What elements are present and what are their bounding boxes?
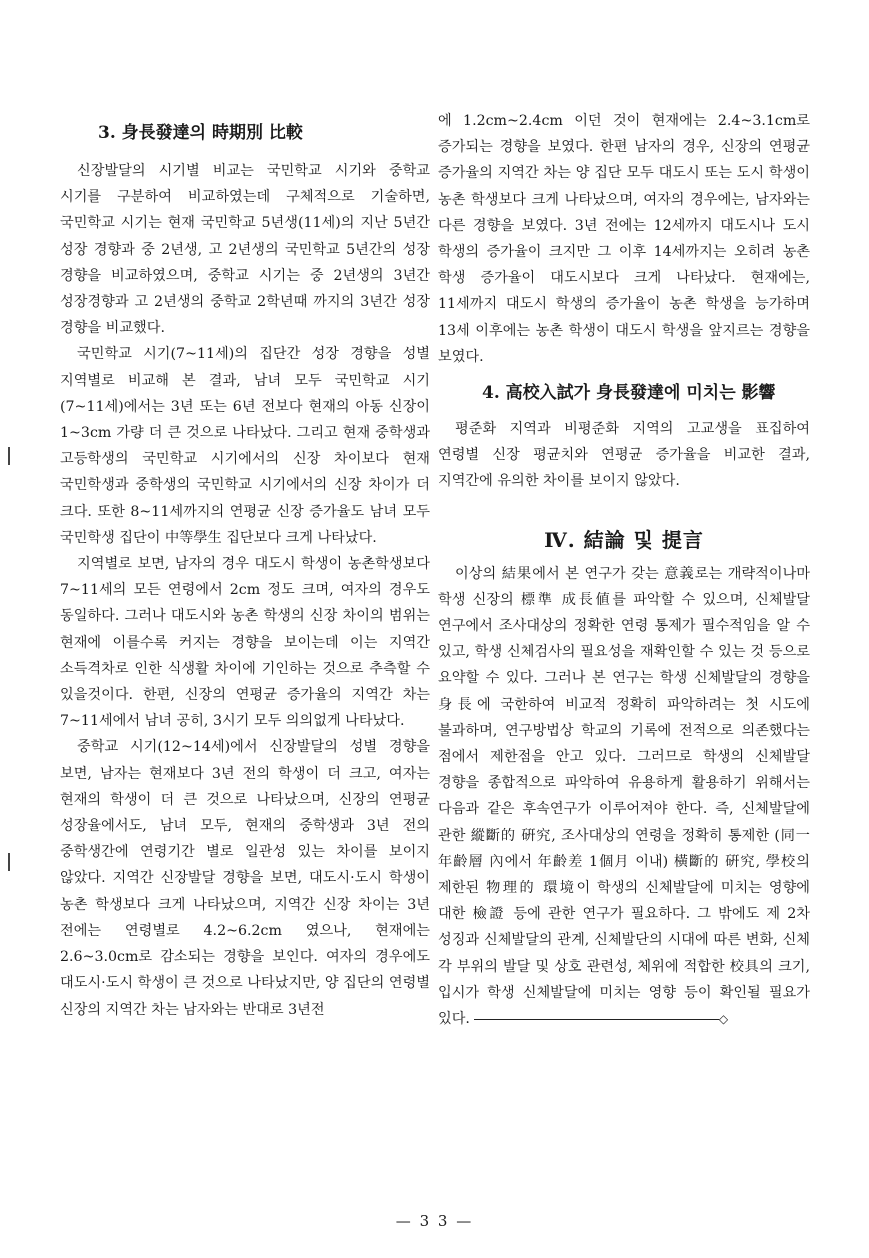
scan-edge-mark bbox=[8, 853, 10, 871]
left-column bbox=[60, 120, 430, 1023]
end-diamond-icon: ◇ bbox=[718, 1012, 729, 1027]
conclusion-text: 이상의 結果에서 본 연구가 갖는 意義로는 개략적이나마 학생 신장의 標準 成長値를 파악할 수 있으며, 신체발달 연구에서 조사대상의 정확한 연령 통제가 필수적임을 알 수 있고, 학생 신체검사의 필요성을 재확인할 수 있는 것 등으로 요약할 수 있다. 그러나 본 연구는 학생 신체발달의 경향을 身長에 국한하여 비교적 정확히 파악하려는 첫 시도에 불과하며, 연구방법상 학교의 기록에 전적으로 의존했다는 점에서 제한점을 안고 있다. 그러므로 학생의 신체발달 경향을 종합적으로 파악하여 유용하게 활용하기 위해서는 다음과 같은 후속연구가 이루어져야 한다. 즉, 신체발달에 관한 縱斷的 硏究, 조사대상의 연령을 정확히 통제한 (同一 年齡層 內에서 年齡差 1個月 이내) 橫斷的 硏究, 學校의 제한된 物理的 環境이 학생의 신체발달에 미치는 영향에 대한 檢證 등에 관한 연구가 필요하다. 그 밖에도 제 2차 성징과 신체발달의 관계, 신체발단의 시대에 따른 변화, 신체 각 부위의 발달 및 상호 관련성, 체위에 적합한 校具의 크기, 입시가 학생 신체발달에 미치는 영향 등이 확인될 필요가 있다. bbox=[438, 565, 810, 1028]
page-number: — 3 3 — bbox=[395, 1212, 474, 1230]
right-column bbox=[438, 108, 810, 1032]
paragraph-continuation: 에 1.2cm~2.4cm 이던 것이 현재에는 2.4~3.1cm로 증가되는 경향을 보였다. 한편 남자의 경우, 신장의 연평균 증가율의 지역간 차는 양 집단 모두 대도시 또는 도시 학생이 농촌 학생보다 크게 나타났으며, 여자의 경우에는, 남자와는 다른 경향을 보였다. 3년 전에는 12세까지 대도시나 도시 학생의 증가율이 크지만 그 이후 14세까지는 오히려 농촌 학생 증가율이 대도시보다 크게 나타났다. 현재에는, 11세까지 대도시 학생의 증가율이 농촌 학생을 능가하며 13세 이후에는 농촌 학생이 대도시 학생을 앞지르는 경향을 보였다. bbox=[438, 113, 810, 365]
section-iv-heading: Ⅳ. 結論 및 提言 bbox=[544, 527, 704, 552]
paragraph: 국민학교 시기(7~11세)의 집단간 성장 경향을 성별 지역별로 비교해 본 결과, 남녀 모두 국민학교 시기(7~11세)에서는 3년 또는 6년 전보다 현재의 아동 신장이 1~3cm 가량 더 큰 것으로 나타났다. 그리고 현재 중학생과 고등학생의 국민학교 시기에서의 신장 차이보다 현재 국민학생과 중학생의 국민학교 시기에서의 신장 차이가 더 크다. 또한 8~11세까지의 연평균 신장 증가율도 남녀 모두 국민학생 집단이 中等學生 집단보다 크게 나타났다. bbox=[60, 346, 430, 546]
paragraph: 신장발달의 시기별 비교는 국민학교 시기와 중학교 시기를 구분하여 비교하였는데 구체적으로 기술하면, 국민학교 시기는 현재 국민학교 5년생(11세)의 지난 5년간 성장 경향과 중 2년생, 고 2년생의 국민학교 5년간의 성장 경향을 비교하였으며, 중학교 시기는 중 2년생의 3년간 성장경향과 고 2년생의 중학교 2학년때 까지의 3년간 성장 경향을 비교했다. bbox=[60, 163, 430, 337]
section-4-heading: 4. 高校入試가 身長發達에 미치는 影響 bbox=[482, 383, 776, 404]
paragraph: 평준화 지역과 비평준화 지역의 고교생을 표집하여 연령별 신장 평균치와 연평균 증가율을 비교한 결과, 지역간에 유의한 차이를 보이지 않았다. bbox=[438, 421, 810, 490]
scan-edge-mark bbox=[8, 447, 10, 465]
section-3-heading: 3. 身長發達의 時期別 比較 bbox=[98, 123, 303, 143]
conclusion-paragraph bbox=[438, 561, 810, 1033]
paragraph: 중학교 시기(12~14세)에서 신장발달의 성별 경향을 보면, 남자는 현재보다 3년 전의 학생이 더 크고, 여자는 현재의 학생이 더 큰 것으로 나타났으며, 신장의 연평균 성장율에서도, 남녀 모두, 현재의 중학생과 3년 전의 중학생간에 연령기간 별로 일관성 있는 차이를 보이지 않았다. 지역간 신장발달 경향을 보면, 대도시·도시 학생이 농촌 학생보다 크게 나타났으며, 지역간 신장 차이는 3년 전에는 연령별로 4.2~6.2cm 였으나, 현재에는 2.6~3.0cm로 감소되는 경향을 보인다. 여자의 경우에도 대도시·도시 학생이 큰 것으로 나타났지만, 양 집단의 연령별 신장의 지역간 차는 남자와는 반대로 3년전 bbox=[60, 739, 430, 1018]
end-rule bbox=[474, 1019, 719, 1020]
paragraph: 지역별로 보면, 남자의 경우 대도시 학생이 농촌학생보다 7~11세의 모든 연령에서 2cm 정도 크며, 여자의 경우도 동일하다. 그러나 대도시와 농촌 학생의 신장 차이의 범위는 현재에 이를수록 커지는 경향을 보이는데 이는 지역간 소득격차로 인한 식생활 차이에 기인하는 것으로 추측할 수 있을것이다. 한편, 신장의 연평균 증가율의 지역간 차는 7~11세에서 남녀 공히, 3시기 모두 의의없게 나타났다. bbox=[60, 556, 430, 730]
